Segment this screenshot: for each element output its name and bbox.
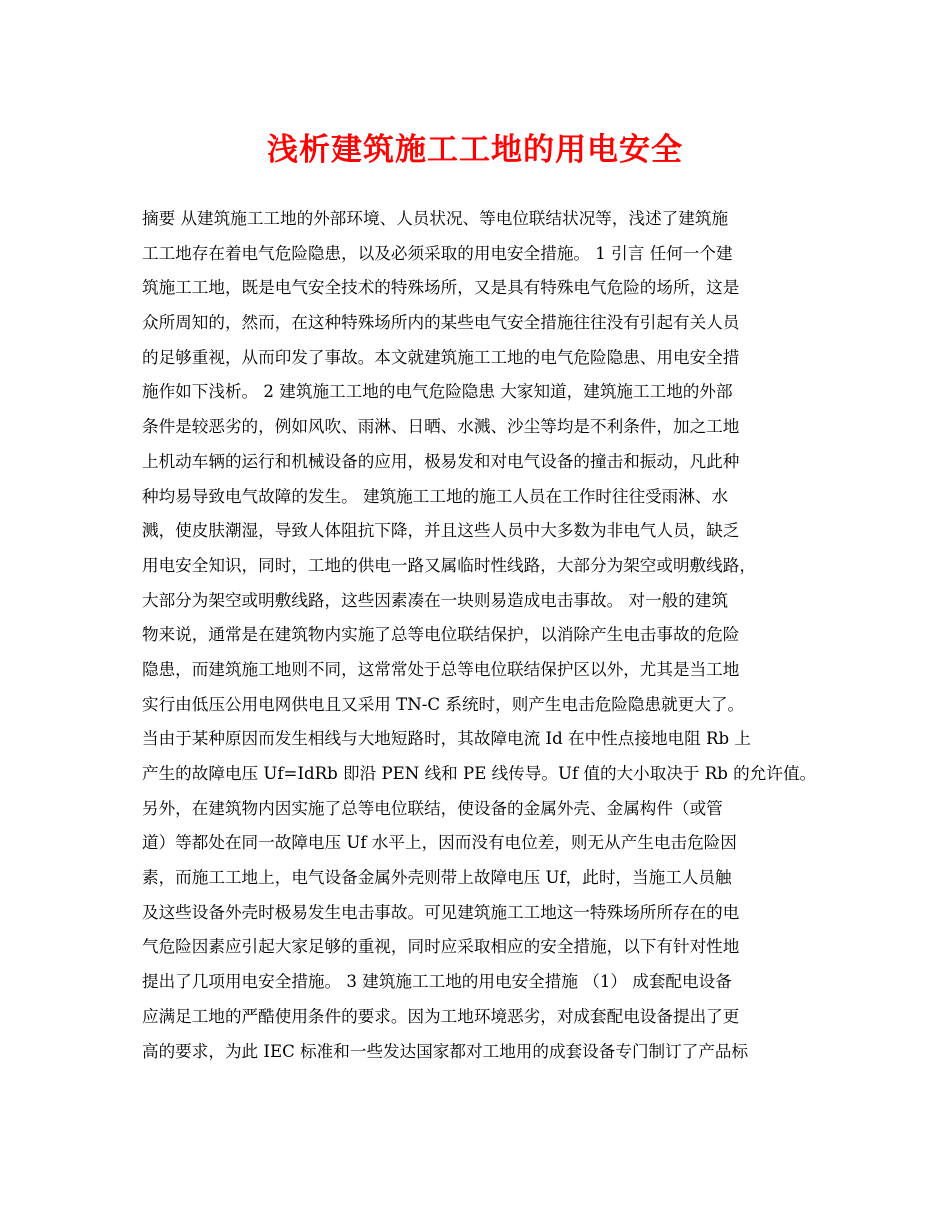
body-line-1: 摘要 从建筑施工工地的外部环境、人员状况、等电位联结状况等，浅述了建筑施 [142,209,729,228]
body-line-20: 素，而施工工地上，电气设备金属外壳则带上故障电压 Uf，此时，当施工人员触 [142,868,732,888]
body-line-22: 气危险因素应引起大家足够的重视，同时应采取相应的安全措施，以下有针对性地 [142,937,740,957]
body-line-12: 大部分为架空或明敷线路，这些因素凑在一块则易造成电击事故。 对一般的建筑 [142,590,729,610]
body-line-11: 用电安全知识，同时，工地的供电一路又属临时性线路，大部分为架空或明敷线路， [142,555,756,575]
body-line-7: 条件是较恶劣的，例如风吹、雨淋、日晒、水溅、沙尘等均是不利条件，加之工地 [142,417,740,437]
body-line-21: 及这些设备外壳时极易发生电击事故。可见建筑施工工地这一特殊场所所存在的电 [142,902,740,922]
body-line-9: 种均易导致电气故障的发生。 建筑施工工地的施工人员在工作时往往受雨淋、水 [142,486,729,506]
body-line-15: 实行由低压公用电网供电且又采用 TN-C 系统时，则产生电击危险隐患就更大了。 [142,694,745,714]
document-body [142,202,832,1069]
body-line-19: 道）等都处在同一故障电压 Uf 水平上，因而没有电位差，则无从产生电击危险因 [142,833,737,853]
body-line-8: 上机动车辆的运行和机械设备的应用，极易发和对电气设备的撞击和振动，凡此种 [142,451,740,471]
body-line-18: 另外，在建筑物内因实施了总等电位联结，使设备的金属外壳、金属构件（或管 [142,798,723,818]
body-line-17: 产生的故障电压 Uf=IdRb 即沿 PEN 线和 PE 线传导。Uf 值的大小取决于 Rb 的允许值。 [142,764,817,783]
body-line-24: 应满足工地的严酷使用条件的要求。因为工地环境恶劣，对成套配电设备提出了更 [142,1006,740,1026]
body-line-6: 施作如下浅析。 2 建筑施工工地的电气危险隐患 大家知道，建筑施工工地的外部 [142,382,733,402]
body-line-2: 工工地存在着电气危险隐患，以及必须采取的用电安全措施。 1 引言 任何一个建 [142,243,733,263]
body-line-16: 当由于某种原因而发生相线与大地短路时，其故障电流 Id 在中性点接地电阻 Rb 上 [142,729,751,749]
body-line-13: 物来说，通常是在建筑物内实施了总等电位联结保护，以消除产生电击事故的危险 [142,625,740,645]
body-line-10: 溅，使皮肤潮湿，导致人体阻抗下降，并且这些人员中大多数为非电气人员，缺乏 [142,521,740,541]
document-title: 浅析建筑施工工地的用电安全 [267,132,683,168]
body-line-14: 隐患，而建筑施工地则不同，这常常处于总等电位联结保护区以外，尤其是当工地 [142,659,740,679]
body-line-23: 提出了几项用电安全措施。 3 建筑施工工地的用电安全措施 （1） 成套配电设备 [142,972,732,992]
body-line-4: 众所周知的，然而，在这种特殊场所内的某些电气安全措施往往没有引起有关人员 [142,313,740,333]
body-line-5: 的足够重视，从而印发了事故。本文就建筑施工工地的电气危险隐患、用电安全措 [142,347,740,367]
body-line-25: 高的要求，为此 IEC 标准和一些发达国家都对工地用的成套设备专门制订了产品标 [142,1041,749,1061]
body-line-3: 筑施工工地，既是电气安全技术的特殊场所，又是具有特殊电气危险的场所，这是 [142,278,740,298]
